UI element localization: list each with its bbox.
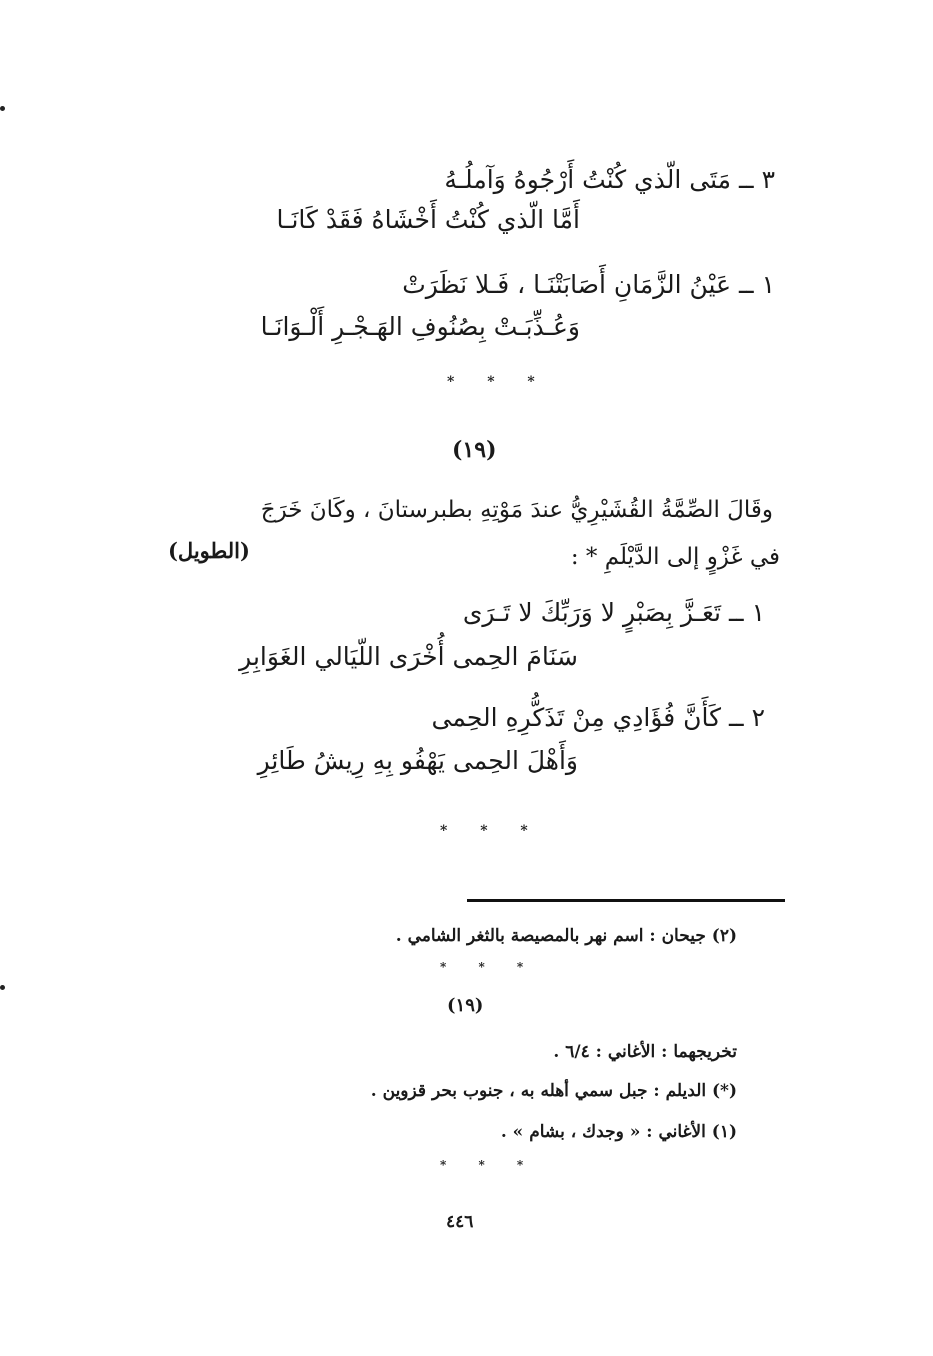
verse-19-2-first-hemistich: ٢ ــ كَأَنَّ فُؤَادِي مِنْ تَذَكُّرِهِ الحِمى [431, 703, 765, 732]
footnote-takhrij: تخريجهما : الأغاني : ٦/٤ . [553, 1042, 737, 1062]
scan-speck [0, 985, 5, 990]
verse-19-1-second-hemistich: سَنَامَ الحِمى أُخْرَى اللّيَالي الغَوَابِرِ [239, 642, 578, 671]
verse-19-1-first-hemistich: ١ ــ تَعَـزَّ بِصَبْرٍ لا وَرَبِّكَ لا تَـرَى [462, 598, 765, 627]
meter-label: (الطويل) [168, 538, 250, 563]
verse-1-first-hemistich: ١ ــ عَيْنُ الزَّمَانِ أَصَابَتْنَـا ، فَـلا نَظَرَتْ [402, 270, 775, 299]
footnote-stars-1: * * * [440, 960, 538, 974]
scan-speck [0, 106, 5, 111]
section-separator-stars: * * * [447, 374, 549, 390]
footnote-section-number: (١٩) [447, 995, 484, 1016]
footnote-1: (١) الأغاني : « وجدك ، بشام » . [500, 1122, 737, 1142]
section-intro-line-1: وقَالَ الصِّمَّةُ القُشَيْرِيُّ عندَ مَوْتِهِ بطبرستانَ ، وكَانَ خَرَجَ [260, 497, 773, 523]
verse-19-2-second-hemistich: وَأَهْلَ الحِمى يَهْفُو بِهِ رِيشُ طَائِرِ [257, 746, 578, 775]
verse-1-second-hemistich: وَعُـذِّبَـتْ بِصُنُوفِ الهَـجْـرِ أَلْـوَانَـا [260, 312, 580, 341]
section-intro-line-2: في غَزْوٍ إلى الدَّيْلَمِ * : [570, 544, 780, 570]
section-number: (١٩) [452, 437, 497, 463]
page-number: ٤٤٦ [446, 1212, 474, 1232]
verse-3-first-hemistich: ٣ ــ مَتَى الّذي كُنْتُ أَرْجُوهُ وَآملُـهُ [444, 165, 775, 194]
footnote-divider [467, 899, 785, 902]
verse-3-second-hemistich: أَمَّا الّذي كُنْتُ أَخْشَاهُ فَقَدْ كَانَـا [276, 205, 580, 234]
footnote-stars-2: * * * [440, 1158, 538, 1172]
footnote-daylam: (*) الديلم : جبل سمي أهله به ، جنوب بحر قزوين . [370, 1081, 737, 1101]
footnote-2: (٢) جيحان : اسم نهر بالمصيصة بالثغر الشامي . [395, 926, 737, 946]
section-end-stars: * * * [440, 823, 542, 839]
